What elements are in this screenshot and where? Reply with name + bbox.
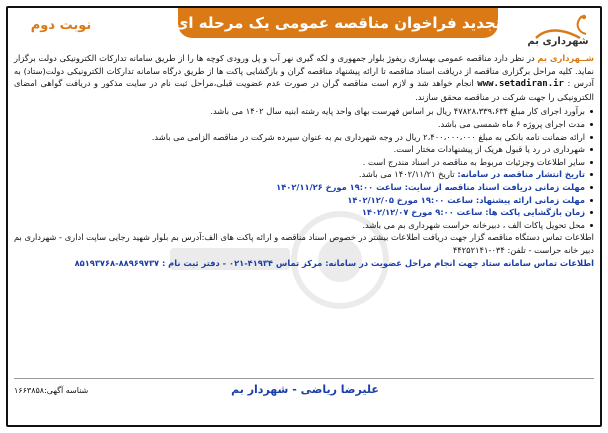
date-label: زمان بازگشایی پاکت ها:: [485, 207, 585, 218]
date-label: تاریخ انتشار مناقصه در سامانه:: [457, 169, 585, 180]
org-name: شــهرداری بم: [537, 53, 594, 63]
list-item: سایر اطلاعات وجزئیات مربوط به مناقصه در اسناد مندرج است .: [14, 156, 594, 169]
municipality-logo: [522, 10, 594, 48]
notice-body: [14, 52, 594, 352]
date-value: تاریخ ۱۴۰۲/۱۱/۲۱ می باشد.: [358, 169, 458, 180]
date-item: [14, 168, 594, 181]
conditions-list: [14, 105, 594, 231]
date-label: مهلت زمانی ارائه پیشنهاد:: [475, 194, 585, 205]
date-item: [14, 206, 594, 219]
round-label: نوبت دوم: [30, 17, 92, 33]
date-item: [14, 194, 594, 207]
notice-title: تجدید فراخوان مناقصه عمومی یک مرحله ای: [174, 14, 502, 32]
delivery-item: محل تحویل پاکات الف ، دبیرخانه حراست شهرداری بم می باشد.: [14, 219, 594, 232]
date-item: [14, 181, 594, 194]
intro-text-1: در نظر دارد مناقصه عمومی بهسازی ریفوژ بلوار جمهوری و لکه گیری نهر آب و پل ورودی کوچه ها را از طریق سامانه تدارکات الکترونیکی دولت برگزار نماید. کلیه مراحل برگزاری مناقصه از دریافت اسناد مناقصه تا ارائه پیشنهاد مناقصه گران و بازگشایی پاکت ها از طریق درگاه سامانه تدارکات الکترونیکی دولت(ستاد) به آدرس :: [14, 53, 594, 89]
title-band: [174, 8, 502, 38]
footer-divider: [14, 378, 594, 379]
date-label: مهلت زمانی دریافت اسناد مناقصه از سایت:: [404, 181, 585, 192]
notice-id: شناسه آگهی:۱۶۶۳۸۵۸: [14, 386, 89, 395]
date-value: ساعت ۱۹:۰۰ مورخ ۱۴۰۲/۱۲/۰۵: [347, 194, 476, 205]
list-item: برآورد اجرای کار مبلغ ۴۷۸۲۸،۳۳۹،۶۳۴ ریال بر اساس فهرست بهای واحد پایه رشته ابنیه سال ۱۴۰۲ می باشد.: [14, 105, 594, 118]
logo-text: شهرداری بم: [527, 36, 589, 47]
setad-text: مرکز تماس ۴۱۹۳۴-۰۲۱ - دفتر ثبت نام : ۸۸۹۶۹۷۳۷-۸۵۱۹۳۷۶۸: [74, 257, 326, 268]
list-item: مدت اجرای پروژه ۶ ماه شمسی می باشد.: [14, 118, 594, 131]
website-link[interactable]: www.setadiran.ir: [477, 79, 564, 90]
list-item: شهرداری در رد یا قبول هریک از پیشنهادات مختار است.: [14, 143, 594, 156]
list-item: ارائه ضمانت نامه بانکی به مبلغ ۲،۴۰۰،۰۰۰،۰۰۰ ریال در وجه شهرداری بم به عنوان سپرده شرکت در مناقصه الزامی می باشد.: [14, 131, 594, 144]
date-value: ساعت ۱۹:۰۰ مورخ ۱۴۰۲/۱۱/۲۶: [276, 181, 405, 192]
logo-icon: [522, 10, 594, 48]
intro-text-2: انجام خواهد شد و لازم است مناقصه گران در صورت عدم عضویت قبلی،مراحل ثبت نام در سایت مذکور و دریافت گواهی امضای الکترونیکی را جهت شرکت در مناقصه محقق سازند.: [14, 78, 594, 102]
contact-paragraph: اطلاعات تماس دستگاه مناقصه گزار جهت دریافت اطلاعات بیشتر در خصوص اسناد مناقصه و ارائه پاکت های الف:آدرس بم بلوار شهید رجایی ساپت اداری - شهرداری بم دبیر خانه حراست - تلفن: ۰۳۴-۴۴۲۵۲۱۴۱: [14, 232, 594, 255]
setad-contact: [14, 257, 594, 270]
signature: علیرضا ریاضی - شهردار بم: [231, 383, 379, 396]
date-value: ساعت ۹:۰۰ مورخ ۱۴۰۲/۱۲/۰۷: [361, 207, 486, 218]
setad-label: اطلاعات تماس سامانه ستاد جهت انجام مراحل عضویت در سامانه:: [325, 257, 594, 268]
notice-header: [8, 8, 600, 50]
intro-paragraph: [14, 52, 594, 103]
